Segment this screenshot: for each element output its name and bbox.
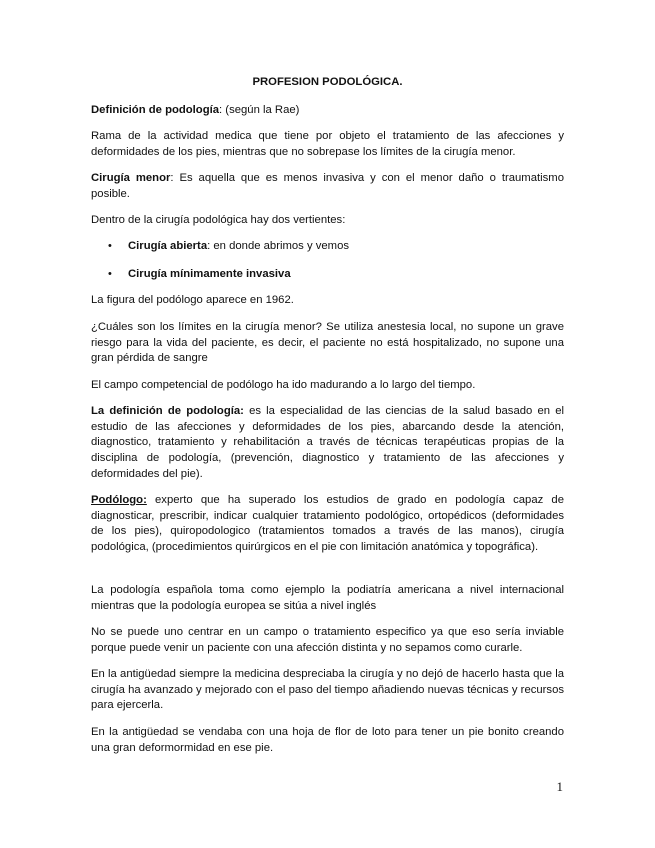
page-number: 1 bbox=[556, 779, 563, 794]
bullet-item bbox=[128, 267, 291, 283]
paragraph-podologia-espanola: La podología española toma como ejemplo la podiatría americana a nivel internacional mientras que la podología europea se sitúa a nivel inglés bbox=[91, 584, 564, 612]
bullet-dot: • bbox=[108, 240, 112, 252]
bullet-item bbox=[128, 239, 349, 255]
cirugia-menor-label: Cirugía menor bbox=[91, 172, 171, 184]
page-title: PROFESION PODOLÓGICA. bbox=[252, 76, 403, 88]
paragraph-vertientes: Dentro de la cirugía podológica hay dos vertientes: bbox=[91, 214, 346, 226]
definicion-label: La definición de podología: bbox=[91, 405, 244, 417]
paragraph-cirugia-menor bbox=[91, 171, 564, 202]
bullet-label: Cirugía mínimamente invasiva bbox=[128, 268, 291, 280]
definition-source: : (según la Rae) bbox=[219, 104, 300, 116]
paragraph-1962: La figura del podólogo aparece en 1962. bbox=[91, 294, 294, 306]
bullet-text: : en donde abrimos y vemos bbox=[207, 240, 350, 252]
definition-heading bbox=[91, 103, 564, 119]
podologo-label: Podólogo: bbox=[91, 494, 147, 506]
paragraph-antiguedad-cirugia: En la antigüedad siempre la medicina despreciaba la cirugía y no dejó de hacerlo hasta que la cirugía ha avanzado y mejorado con el paso del tiempo añadiendo nuevas técnicas y recursos para ejercerla. bbox=[91, 668, 564, 712]
bullet-label: Cirugía abierta bbox=[128, 240, 208, 252]
definicion-text: es la especialidad de las ciencias de la salud basado en el estudio de las afecciones y deformidades de los pies, abarcando desde la atención, diagnostico, tratamiento y rehabilitación a través de técnicas terapéuticas propias de la disciplina de podología, (prevención, diagnostico y tratamiento de las afecciones y deformidades del pie). bbox=[91, 405, 564, 480]
cirugia-menor-text: : Es aquella que es menos invasiva y con el menor daño o traumatismo posible. bbox=[91, 172, 564, 200]
paragraph-rama: Rama de la actividad medica que tiene por objeto el tratamiento de las afecciones y deformidades de los pies, mientras que no sobrepase los límites de la cirugía menor. bbox=[91, 130, 564, 158]
paragraph-campo-competencial: El campo competencial de podólogo ha ido madurando a lo largo del tiempo. bbox=[91, 379, 476, 391]
bullet-dot: • bbox=[108, 268, 112, 280]
podologo-text: experto que ha superado los estudios de grado en podología capaz de diagnosticar, prescribir, indicar cualquier tratamiento podológico, ortopédicos (deformidades de los pies), quiropodologico (tratamientos tomados a través de las manos), cirugía podológica, (procedimientos quirúrgicos en el pie con limitación anatómica y topográfica). bbox=[91, 494, 564, 554]
paragraph-flor-de-loto: En la antigüedad se vendaba con una hoja de flor de loto para tener un pie bonito creando una gran deformormidad en ese pie. bbox=[91, 726, 564, 754]
paragraph-campo-especifico: No se puede uno centrar en un campo o tratamiento especifico ya que eso sería inviable porque puede venir un paciente con una afección distinta y no sepamos como curarle. bbox=[91, 626, 564, 654]
paragraph-podologo bbox=[91, 493, 564, 556]
paragraph-definicion-podologia bbox=[91, 404, 564, 483]
paragraph-limites: ¿Cuáles son los límites en la cirugía menor? Se utiliza anestesia local, no supone un grave riesgo para la vida del paciente, es decir, el paciente no está hospitalizado, no supone una gran pérdida de sangre bbox=[91, 321, 564, 365]
definition-label: Definición de podología bbox=[91, 104, 220, 116]
